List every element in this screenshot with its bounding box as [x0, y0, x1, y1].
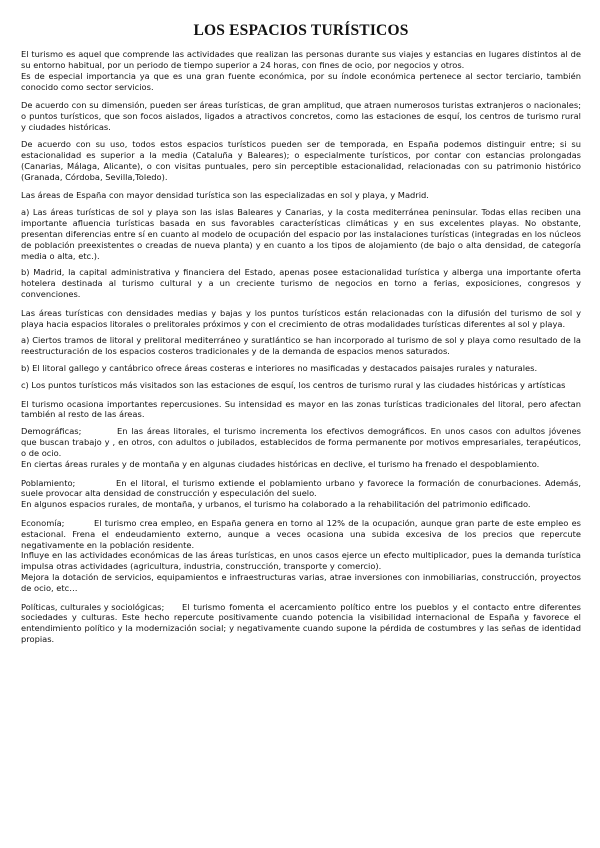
poblamiento-section — [21, 478, 581, 511]
uso-paragraph: De acuerdo con su uso, todos estos espacios turísticos pueden ser de temporada, en España podemos distinguir entre; si su estacionalidad es superior a la media (Cataluña y Baleares); o especialmente turísticos, por contar con estancias prolongadas (Canarias, Málaga, Alicante), o con visitas puntuales, pero sin perceptible estacionalidad, relacionadas con su patrimonio histórico (Granada, Córdoba, Sevilla,Toledo). — [21, 138, 581, 182]
poblamiento-text-1: En el litoral, el turismo extiende el poblamiento urbano y favorece la formación de conurbaciones. Además, suele provocar alta densidad de construcción y especulación del suelo. — [21, 477, 581, 499]
intro-section — [21, 49, 581, 93]
poblamiento-paragraph-1 — [21, 478, 581, 500]
politicas-label: Políticas, culturales y sociológicas; — [21, 601, 165, 612]
demograficas-label: Demográficas; — [21, 426, 82, 437]
demograficas-paragraph-1 — [21, 426, 581, 459]
economia-paragraph-1 — [21, 518, 581, 551]
intro-paragraph-2: Es de especial importancia ya que es una gran fuente económica, por su índole económica pertenece al sector terciario, también conocido como sector servicios. — [21, 70, 581, 92]
poblamiento-label: Poblamiento; — [21, 477, 76, 488]
economia-section — [21, 518, 581, 594]
intro-paragraph-1: El turismo es aquel que comprende las actividades que realizan las personas durante sus viajes y estancias en lugares distintos al de su entorno habitual, por un periodo de tiempo superior a 24 horas, con fines de ocio, por negocios y otros. — [21, 49, 581, 70]
mayor-densidad-item-b: b) Madrid, la capital administrativa y financiera del Estado, apenas posee estacionalidad turística y alberga una importante oferta hotelera destinada al turismo cultural y a un creciente turismo de negocios en torno a ferias, exposiciones, congresos y convenciones. — [21, 267, 581, 300]
demograficas-section — [21, 426, 581, 470]
medias-bajas-item-c: c) Los puntos turísticos más visitados son las estaciones de esquí, los centros de turismo rural y las ciudades históricas y artísticas — [21, 380, 566, 391]
economia-label: Economía; — [21, 517, 65, 528]
politicas-section — [21, 602, 581, 646]
medias-bajas-intro: Las áreas turísticas con densidades medias y bajas y los puntos turísticos están relacionadas con la difusión del turismo de sol y playa hacia espacios litorales o prelitorales próximos y con el crecimiento de otras modalidades turísticas diferentes al sol y playa. — [21, 307, 581, 329]
economia-text-1: El turismo crea empleo, en España genera en torno al 12% de la ocupación, aunque gran parte de este empleo es estacional. Frena el endeudamiento externo, aunque a veces ocasiona una subida excesiva de los precios que repercute negativamente en la población residente. — [21, 517, 581, 550]
demograficas-text-1: En las áreas litorales, el turismo incrementa los efectivos demográficos. En unos casos con adultos jóvenes que buscan trabajo y , en otros, con adultos o jubilados, establecidos de forma permanente por motivos empresariales, terapéuticos, o de ocio. — [21, 426, 581, 459]
mayor-densidad-item-a: a) Las áreas turísticas de sol y playa son las islas Baleares y Canarias, y la costa mediterránea peninsular. Todas ellas reciben una importante afluencia turísticas basada en sus favorables características climáticas y en sus excelentes playas. No obstante, presentan diferencias entre sí en cuanto al modelo de ocupación del espacio por las instalaciones turísticas (integradas en los núcleos de población preexistentes o creadas de nueva planta) y en cuanto a los tipos de alojamiento (de bajo o alta densidad, de categoría media o alta, etc.). — [21, 206, 581, 261]
demograficas-paragraph-2: En ciertas áreas rurales y de montaña y en algunas ciudades históricas en declive, el turismo ha frenado el despoblamiento. — [21, 459, 540, 470]
poblamiento-paragraph-2: En algunos espacios rurales, de montaña, y urbanos, el turismo ha colaborado a la rehabilitación del patrimonio edificado. — [21, 499, 531, 510]
medias-bajas-item-b: b) El litoral gallego y cantábrico ofrece áreas costeras e interiores no masificadas y destacados paisajes rurales y naturales. — [21, 363, 538, 374]
politicas-text-1: El turismo fomenta el acercamiento político entre los pueblos y el contacto entre diferentes sociedades y culturas. Este hecho repercute positivamente cuando potencia la visibilidad internacional de España y favorece el entendimiento político y la modernización social; y negativamente cuando supone la pérdida de costumbres y las señas de identidad propias. — [21, 601, 581, 645]
medias-bajas-item-a: a) Ciertos tramos de litoral y prelitoral mediterráneo y suratlántico se han incorporado al turismo de sol y playa como resultado de la reestructuración de los espacios costeros tradicionales y de la demanda de espacios menos saturados. — [21, 335, 581, 357]
page-title: LOS ESPACIOS TURÍSTICOS — [193, 22, 409, 39]
dimension-paragraph: De acuerdo con su dimensión, pueden ser áreas turísticas, de gran amplitud, que atraen numerosos turistas extranjeros o nacionales; o puntos turísticos, que son focos aislados, ligados a atractivos concretos, como las estaciones de esquí, los centros de turismo rural y ciudades históricas. — [21, 100, 581, 132]
politicas-paragraph-1 — [21, 602, 581, 646]
mayor-densidad-intro: Las áreas de España con mayor densidad turística son las especializadas en sol y playa, y Madrid. — [21, 189, 429, 200]
economia-paragraph-2: Influye en las actividades económicas de las áreas turísticas, en unos casos ejerce un efecto multiplicador, pues la demanda turística impulsa otras actividades (agricultura, industria, construcción, transporte y comercio). — [21, 550, 581, 572]
repercusiones-paragraph: El turismo ocasiona importantes repercusiones. Su intensidad es mayor en las zonas turísticas tradicionales del litoral, pero afectan también al resto de las áreas. — [21, 398, 581, 420]
economia-paragraph-3: Mejora la dotación de servicios, equipamientos e infraestructuras varias, atrae inversiones con inmobiliarias, construcción, proyectos de ocio, etc… — [21, 572, 581, 594]
